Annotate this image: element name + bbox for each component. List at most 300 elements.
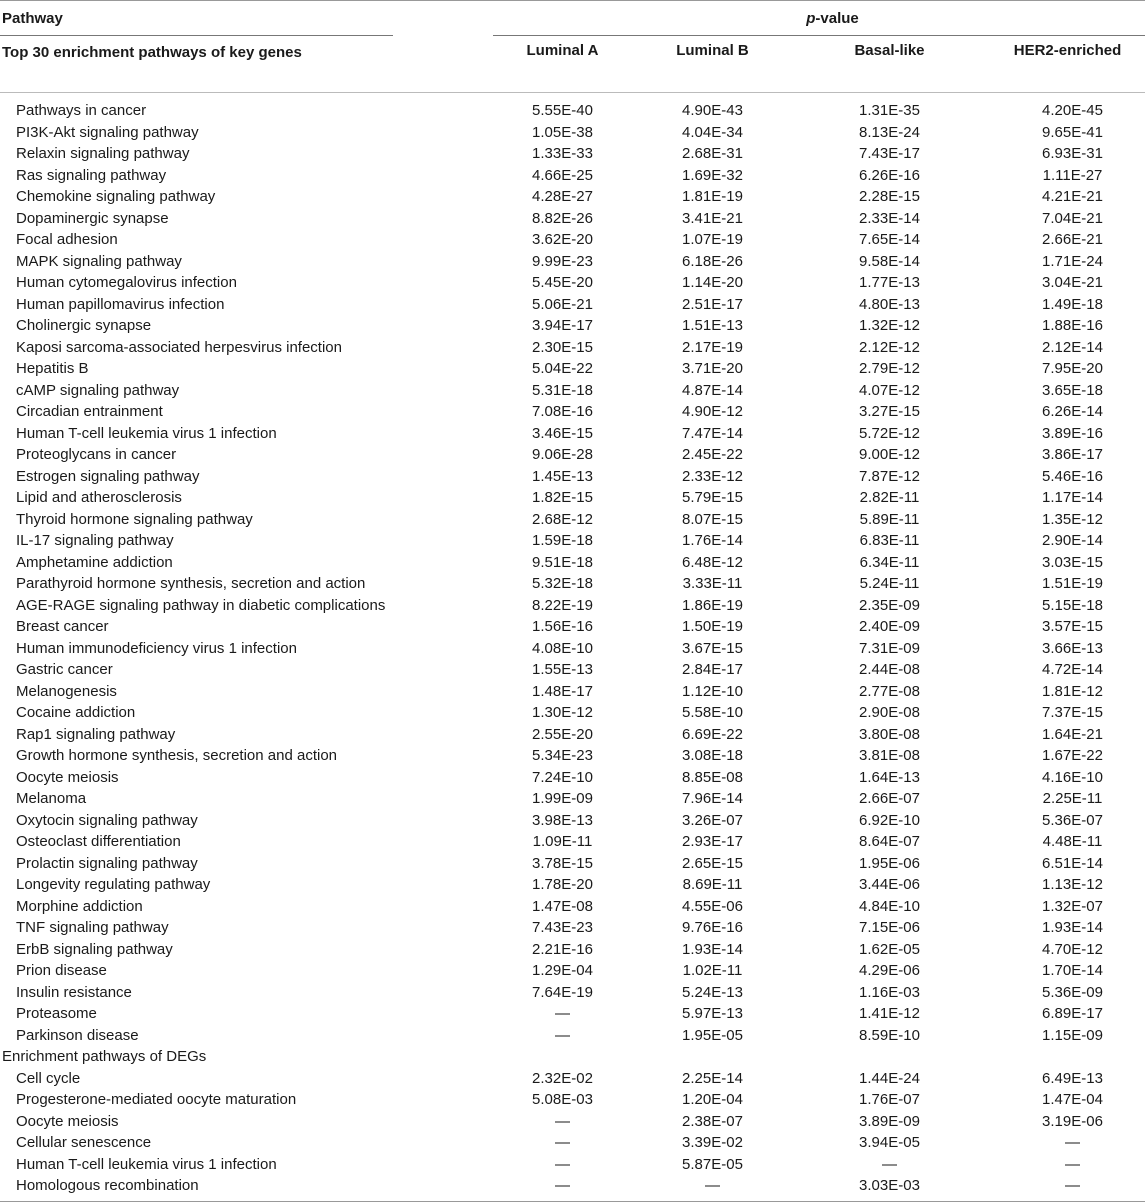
pvalue-luminal-a: 7.43E-23 [532, 919, 593, 936]
pathway-name: Amphetamine addiction [16, 553, 173, 571]
table-row [0, 100, 1145, 122]
table-row [0, 1003, 1145, 1025]
table-row [0, 1089, 1145, 1111]
pvalue-luminal-b: 2.84E-17 [682, 661, 743, 678]
pvalue-basal-like: 3.89E-09 [859, 1112, 920, 1130]
pvalue-basal-like: 2.33E-14 [859, 209, 920, 227]
pvalue-luminal-a: 3.98E-13 [532, 811, 593, 829]
pvalue-luminal-a: 9.51E-18 [532, 553, 593, 571]
pvalue-her2-enriched: 4.20E-45 [1042, 102, 1103, 119]
pvalue-basal-like: 6.26E-16 [859, 166, 920, 184]
table-row [0, 444, 1145, 466]
pvalue-luminal-a: — [555, 1155, 570, 1173]
pvalue-basal-like: 1.95E-06 [859, 854, 920, 872]
pvalue-luminal-b: 6.48E-12 [682, 553, 743, 571]
pathway-name: Oocyte meiosis [16, 768, 119, 786]
pvalue-luminal-a: 9.06E-28 [532, 446, 593, 463]
pvalue-her2-enriched: 1.81E-12 [1042, 682, 1103, 700]
table-row [0, 659, 1145, 681]
pvalue-luminal-a: 1.47E-08 [532, 897, 593, 915]
pvalue-luminal-b: 3.08E-18 [682, 747, 743, 764]
pvalue-luminal-a: 1.30E-12 [532, 704, 593, 721]
column-header-luminal-a: Luminal A [526, 42, 599, 59]
table-row [0, 831, 1145, 853]
pvalue-luminal-a: 1.78E-20 [532, 876, 593, 893]
pvalue-basal-like: 6.92E-10 [859, 811, 920, 829]
pvalue-basal-like: 1.62E-05 [859, 940, 920, 958]
pvalue-basal-like: 2.82E-11 [859, 489, 920, 506]
pvalue-basal-like: 1.16E-03 [859, 983, 920, 1001]
table-body [0, 100, 1145, 1197]
table-row [0, 143, 1145, 165]
table-row [0, 122, 1145, 144]
pvalue-luminal-b: 2.17E-19 [682, 338, 743, 356]
pathway-name: Chemokine signaling pathway [16, 188, 216, 205]
pvalue-luminal-a: 7.08E-16 [532, 403, 593, 420]
table-row [0, 272, 1145, 294]
table-row [0, 358, 1145, 380]
pvalue-luminal-b: 1.14E-20 [682, 274, 743, 291]
pvalue-luminal-b: 3.41E-21 [682, 209, 743, 227]
table-row [0, 788, 1145, 810]
pvalue-luminal-a: 4.08E-10 [532, 639, 593, 657]
pvalue-her2-enriched: 3.03E-15 [1042, 553, 1103, 571]
pvalue-her2-enriched: 1.64E-21 [1042, 725, 1103, 743]
table-row [0, 745, 1145, 767]
pathway-header: Pathway [2, 10, 63, 27]
pvalue-basal-like: 4.29E-06 [859, 962, 920, 979]
pvalue-basal-like: 5.24E-11 [859, 575, 920, 592]
pvalue-luminal-b: 4.87E-14 [682, 381, 743, 399]
header-bottom-rule [0, 92, 1145, 93]
table-row [0, 1068, 1145, 1090]
pvalue-luminal-b: 4.90E-12 [682, 403, 743, 420]
pvalue-basal-like: 4.07E-12 [859, 381, 920, 399]
pvalue-basal-like: 5.72E-12 [859, 424, 920, 442]
pvalue-her2-enriched: 5.46E-16 [1042, 467, 1103, 485]
pvalue-luminal-b: 1.51E-13 [682, 317, 743, 334]
pathway-name: Melanoma [16, 790, 87, 807]
pvalue-her2-enriched: 3.89E-16 [1042, 424, 1103, 442]
table-row [0, 530, 1145, 552]
pvalue-luminal-a: 1.09E-11 [532, 833, 593, 850]
pvalue-header [0, 10, 1145, 27]
pvalue-luminal-a: 5.34E-23 [532, 747, 593, 764]
pvalue-luminal-b: 1.20E-04 [682, 1091, 743, 1108]
pvalue-basal-like: 5.89E-11 [859, 510, 920, 528]
pvalue-basal-like: 2.66E-07 [859, 790, 920, 807]
pvalue-luminal-b: 9.76E-16 [682, 919, 743, 936]
pvalue-basal-like: 7.87E-12 [859, 467, 920, 485]
pvalue-luminal-a: — [555, 1005, 570, 1022]
pvalue-rest: -value [815, 10, 859, 27]
pvalue-her2-enriched: 4.70E-12 [1042, 940, 1103, 958]
table-row [0, 487, 1145, 509]
pvalue-her2-enriched: 3.66E-13 [1042, 639, 1103, 657]
pathway-name: Melanogenesis [16, 682, 117, 700]
pvalue-luminal-a: 1.33E-33 [532, 145, 593, 162]
pvalue-luminal-b: 3.67E-15 [682, 639, 743, 657]
table-row [0, 1175, 1145, 1197]
pathway-name: Ras signaling pathway [16, 166, 167, 184]
pvalue-luminal-b: 3.33E-11 [682, 575, 743, 592]
pvalue-luminal-a: 3.46E-15 [532, 424, 593, 442]
pathway-name: Rap1 signaling pathway [16, 725, 176, 743]
pathway-name: Dopaminergic synapse [16, 209, 169, 227]
pvalue-basal-like: 9.00E-12 [859, 446, 920, 463]
table-row [0, 573, 1145, 595]
pathway-name: Human cytomegalovirus infection [16, 274, 237, 291]
pathway-name: Relaxin signaling pathway [16, 145, 190, 162]
table-row [0, 960, 1145, 982]
pathway-name: Hepatitis B [16, 360, 89, 377]
table-row [0, 681, 1145, 703]
pvalue-luminal-a: 8.22E-19 [532, 596, 593, 614]
pvalue-basal-like: 2.12E-12 [859, 338, 920, 356]
pvalue-luminal-a: 3.94E-17 [532, 317, 593, 334]
pvalue-luminal-a: 8.82E-26 [532, 209, 593, 227]
pvalue-basal-like: 8.64E-07 [859, 833, 920, 850]
pvalue-basal-like: 2.79E-12 [859, 360, 920, 377]
pvalue-basal-like: 6.83E-11 [859, 532, 920, 549]
pvalue-her2-enriched: — [1065, 1177, 1080, 1194]
pathway-name: IL-17 signaling pathway [16, 532, 174, 549]
pvalue-luminal-b: — [705, 1177, 720, 1194]
pvalue-basal-like: 6.34E-11 [859, 553, 920, 571]
pvalue-her2-enriched: 6.49E-13 [1042, 1069, 1103, 1087]
pvalue-luminal-b: 3.71E-20 [682, 360, 743, 377]
pvalue-her2-enriched: 1.47E-04 [1042, 1091, 1103, 1108]
table-row [0, 853, 1145, 875]
pvalue-basal-like: 3.27E-15 [859, 403, 920, 420]
pvalue-basal-like: 1.76E-07 [859, 1091, 920, 1108]
pvalue-luminal-b: 2.25E-14 [682, 1069, 743, 1087]
pvalue-luminal-a: 1.05E-38 [532, 123, 593, 141]
table-row [0, 1154, 1145, 1176]
pvalue-basal-like: 8.13E-24 [859, 123, 920, 141]
pvalue-her2-enriched: 4.21E-21 [1042, 188, 1103, 205]
pathway-name: Osteoclast differentiation [16, 833, 181, 850]
pathway-name: Gastric cancer [16, 661, 113, 678]
table-row [0, 165, 1145, 187]
table-row [0, 315, 1145, 337]
pvalue-luminal-b: 5.97E-13 [682, 1005, 743, 1022]
pvalue-basal-like: 2.28E-15 [859, 188, 920, 205]
pvalue-luminal-a: 2.32E-02 [532, 1069, 593, 1087]
pvalue-her2-enriched: 5.15E-18 [1042, 596, 1103, 614]
pvalue-luminal-a: 3.62E-20 [532, 231, 593, 248]
table-row [0, 1111, 1145, 1133]
pvalue-luminal-a: 7.24E-10 [532, 768, 593, 786]
pvalue-her2-enriched: 4.72E-14 [1042, 661, 1103, 678]
pvalue-her2-enriched: 1.49E-18 [1042, 295, 1103, 313]
pathway-name: Focal adhesion [16, 231, 118, 248]
pvalue-her2-enriched: 3.65E-18 [1042, 381, 1103, 399]
pvalue-her2-enriched: 9.65E-41 [1042, 123, 1103, 141]
pvalue-her2-enriched: 7.95E-20 [1042, 360, 1103, 377]
pvalue-her2-enriched: 6.89E-17 [1042, 1005, 1103, 1022]
pvalue-her2-enriched: 1.93E-14 [1042, 919, 1103, 936]
pvalue-her2-enriched: 3.57E-15 [1042, 618, 1103, 635]
pvalue-luminal-b: 2.45E-22 [682, 446, 743, 463]
pvalue-luminal-b: 1.86E-19 [682, 596, 743, 614]
table-row [0, 874, 1145, 896]
pathway-name: Breast cancer [16, 618, 109, 635]
pathway-name: Thyroid hormone signaling pathway [16, 510, 253, 528]
section-label: Enrichment pathways of DEGs [2, 1048, 207, 1065]
pathway-name: Cocaine addiction [16, 704, 136, 721]
header-rule-right [493, 35, 1145, 36]
pvalue-her2-enriched: — [1065, 1134, 1080, 1151]
pvalue-luminal-b: 2.68E-31 [682, 145, 743, 162]
pvalue-luminal-b: 6.69E-22 [682, 725, 743, 743]
pvalue-basal-like: 1.44E-24 [859, 1069, 920, 1087]
pathway-name: Human papillomavirus infection [16, 295, 225, 313]
pvalue-luminal-b: 5.58E-10 [682, 704, 743, 721]
pathway-name: Parkinson disease [16, 1026, 139, 1044]
pvalue-her2-enriched: 1.88E-16 [1042, 317, 1103, 334]
header-rule-left [0, 35, 393, 36]
pvalue-her2-enriched: 1.67E-22 [1042, 747, 1103, 764]
pvalue-basal-like: 7.15E-06 [859, 919, 920, 936]
pvalue-basal-like: 7.65E-14 [859, 231, 920, 248]
pathway-name: Human immunodeficiency virus 1 infection [16, 639, 297, 657]
pvalue-her2-enriched: 1.13E-12 [1042, 876, 1103, 893]
pvalue-her2-enriched: 3.19E-06 [1042, 1112, 1103, 1130]
pvalue-luminal-a: 5.55E-40 [532, 102, 593, 119]
pvalue-luminal-b: 6.18E-26 [682, 252, 743, 270]
pvalue-her2-enriched: 7.04E-21 [1042, 209, 1103, 227]
pathway-name: Kaposi sarcoma-associated herpesvirus infection [16, 338, 342, 356]
pvalue-basal-like: 2.44E-08 [859, 661, 920, 678]
pvalue-her2-enriched: 7.37E-15 [1042, 704, 1103, 721]
subheader: Top 30 enrichment pathways of key genes [2, 44, 302, 61]
pathway-name: Pathways in cancer [16, 102, 147, 119]
pvalue-basal-like: 4.80E-13 [859, 295, 920, 313]
pvalue-her2-enriched: 1.35E-12 [1042, 510, 1103, 528]
pvalue-her2-enriched: 1.71E-24 [1042, 252, 1103, 270]
pvalue-luminal-a: 1.59E-18 [532, 532, 593, 549]
pathway-name: Oocyte meiosis [16, 1112, 119, 1130]
pvalue-luminal-a: 5.45E-20 [532, 274, 593, 291]
pvalue-luminal-a: 5.06E-21 [532, 295, 593, 313]
pvalue-luminal-b: 8.69E-11 [682, 876, 743, 893]
pvalue-her2-enriched: 3.04E-21 [1042, 274, 1103, 291]
pvalue-luminal-b: 3.39E-02 [682, 1134, 743, 1151]
pvalue-luminal-a: — [555, 1134, 570, 1151]
pvalue-basal-like: 4.84E-10 [859, 897, 920, 915]
pvalue-luminal-a: 7.64E-19 [532, 983, 593, 1001]
pvalue-her2-enriched: 2.66E-21 [1042, 231, 1103, 248]
table-row [0, 337, 1145, 359]
pathway-name: Human T-cell leukemia virus 1 infection [16, 1155, 277, 1173]
pvalue-luminal-a: 2.55E-20 [532, 725, 593, 743]
pvalue-luminal-b: 2.93E-17 [682, 833, 743, 850]
pvalue-her2-enriched: 6.93E-31 [1042, 145, 1103, 162]
pvalue-basal-like: 9.58E-14 [859, 252, 920, 270]
pvalue-luminal-b: 2.38E-07 [682, 1112, 743, 1130]
pvalue-luminal-b: 1.69E-32 [682, 166, 743, 184]
pvalue-luminal-b: 4.55E-06 [682, 897, 743, 915]
table-row [0, 939, 1145, 961]
pvalue-luminal-b: 2.65E-15 [682, 854, 743, 872]
pvalue-luminal-b: 4.04E-34 [682, 123, 743, 141]
pvalue-luminal-a: — [555, 1177, 570, 1194]
pvalue-her2-enriched: 2.12E-14 [1042, 338, 1103, 356]
pvalue-basal-like: 3.94E-05 [859, 1134, 920, 1151]
pvalue-basal-like: 8.59E-10 [859, 1026, 920, 1044]
section-header-row [0, 1046, 1145, 1068]
pathway-name: Progesterone-mediated oocyte maturation [16, 1091, 297, 1108]
pvalue-basal-like: 3.03E-03 [859, 1177, 920, 1194]
pvalue-luminal-a: 1.29E-04 [532, 962, 593, 979]
pvalue-her2-enriched: 5.36E-07 [1042, 811, 1103, 829]
pathway-name: PI3K-Akt signaling pathway [16, 123, 199, 141]
pvalue-luminal-a: 1.99E-09 [532, 790, 593, 807]
table-row [0, 1025, 1145, 1047]
pvalue-basal-like: 7.43E-17 [859, 145, 920, 162]
pathway-name: Proteasome [16, 1005, 97, 1022]
table-row [0, 423, 1145, 445]
table-row [0, 380, 1145, 402]
pvalue-luminal-a: 3.78E-15 [532, 854, 593, 872]
pvalue-basal-like: 1.64E-13 [859, 768, 920, 786]
pvalue-her2-enriched: 1.32E-07 [1042, 897, 1103, 915]
pathway-name: Circadian entrainment [16, 403, 163, 420]
pvalue-luminal-b: 1.02E-11 [682, 962, 743, 979]
pathway-name: Estrogen signaling pathway [16, 467, 200, 485]
column-header-basal-like: Basal-like [854, 42, 925, 59]
pathway-name: Parathyroid hormone synthesis, secretion and action [16, 575, 366, 592]
pathway-name: ErbB signaling pathway [16, 940, 173, 958]
pvalue-luminal-b: 7.47E-14 [682, 424, 743, 442]
pvalue-basal-like: 7.31E-09 [859, 639, 920, 657]
table-row [0, 896, 1145, 918]
pvalue-luminal-a: 5.04E-22 [532, 360, 593, 377]
table-row [0, 552, 1145, 574]
pvalue-luminal-b: 5.79E-15 [682, 489, 743, 506]
pathway-name: Prolactin signaling pathway [16, 854, 198, 872]
table-row [0, 638, 1145, 660]
pvalue-luminal-b: 5.87E-05 [682, 1155, 743, 1173]
pvalue-basal-like: 2.90E-08 [859, 704, 920, 721]
pvalue-her2-enriched: 5.36E-09 [1042, 983, 1103, 1001]
pvalue-luminal-a: 5.32E-18 [532, 575, 593, 592]
pathway-name: cAMP signaling pathway [16, 381, 180, 399]
pvalue-luminal-a: 1.45E-13 [532, 467, 593, 485]
pathway-name: TNF signaling pathway [16, 919, 169, 936]
pvalue-luminal-b: 8.07E-15 [682, 510, 743, 528]
pvalue-luminal-a: 9.99E-23 [532, 252, 593, 270]
column-header-her2-enriched: HER2-enriched [1013, 42, 1122, 59]
pvalue-luminal-a: 5.08E-03 [532, 1091, 593, 1108]
pathway-name: MAPK signaling pathway [16, 252, 182, 270]
pvalue-her2-enriched: 4.16E-10 [1042, 768, 1103, 786]
pathway-name: Oxytocin signaling pathway [16, 811, 198, 829]
pvalue-her2-enriched: 1.17E-14 [1042, 489, 1103, 506]
pvalue-luminal-a: 1.56E-16 [532, 618, 593, 635]
top-rule [0, 0, 1145, 1]
pathway-name: AGE-RAGE signaling pathway in diabetic complications [16, 596, 386, 614]
pvalue-luminal-b: 1.50E-19 [682, 618, 743, 635]
pvalue-p: p [806, 10, 816, 27]
pvalue-basal-like: 1.32E-12 [859, 317, 920, 334]
pvalue-basal-like: 3.81E-08 [859, 747, 920, 764]
table-row [0, 251, 1145, 273]
pathway-name: Prion disease [16, 962, 107, 979]
pvalue-her2-enriched: 2.90E-14 [1042, 532, 1103, 549]
table-row [0, 1132, 1145, 1154]
pvalue-basal-like: 2.40E-09 [859, 618, 920, 635]
table-row [0, 186, 1145, 208]
pvalue-luminal-a: — [555, 1026, 570, 1044]
pathway-name: Cholinergic synapse [16, 317, 152, 334]
pvalue-her2-enriched: 1.70E-14 [1042, 962, 1103, 979]
pvalue-luminal-a: 2.30E-15 [532, 338, 593, 356]
pvalue-luminal-a: 1.82E-15 [532, 489, 593, 506]
table-row [0, 767, 1145, 789]
pvalue-luminal-b: 1.07E-19 [682, 231, 743, 248]
table-row [0, 401, 1145, 423]
pvalue-her2-enriched: 3.86E-17 [1042, 446, 1103, 463]
pathway-name: Human T-cell leukemia virus 1 infection [16, 424, 277, 442]
pathway-name: Cell cycle [16, 1069, 81, 1087]
pvalue-her2-enriched: 1.51E-19 [1042, 575, 1103, 592]
pvalue-basal-like: 1.41E-12 [859, 1005, 920, 1022]
pvalue-luminal-a: 1.55E-13 [532, 661, 593, 678]
table-row [0, 982, 1145, 1004]
pvalue-luminal-b: 5.24E-13 [682, 983, 743, 1001]
pvalue-luminal-b: 1.93E-14 [682, 940, 743, 958]
pvalue-basal-like: 2.77E-08 [859, 682, 920, 700]
pvalue-her2-enriched: 1.15E-09 [1042, 1026, 1103, 1044]
table-row [0, 702, 1145, 724]
column-header-luminal-b: Luminal B [676, 42, 749, 59]
pathway-name: Cellular senescence [16, 1134, 152, 1151]
pvalue-basal-like: 3.80E-08 [859, 725, 920, 743]
pvalue-luminal-b: 1.95E-05 [682, 1026, 743, 1044]
pvalue-her2-enriched: 4.48E-11 [1042, 833, 1103, 850]
pvalue-luminal-b: 1.12E-10 [682, 682, 743, 700]
pvalue-basal-like: 1.31E-35 [859, 102, 920, 119]
table-row [0, 917, 1145, 939]
table-row [0, 724, 1145, 746]
pvalue-basal-like: 1.77E-13 [859, 274, 920, 291]
pathway-name: Growth hormone synthesis, secretion and action [16, 747, 337, 764]
pathway-name: Homologous recombination [16, 1177, 199, 1194]
pvalue-luminal-a: 2.68E-12 [532, 510, 593, 528]
pvalue-her2-enriched: 2.25E-11 [1042, 790, 1103, 807]
pvalue-basal-like: — [882, 1155, 897, 1173]
pvalue-luminal-b: 4.90E-43 [682, 102, 743, 119]
pvalue-luminal-a: 4.28E-27 [532, 188, 593, 205]
pvalue-her2-enriched: — [1065, 1155, 1080, 1173]
pathway-name: Insulin resistance [16, 983, 132, 1001]
table-row [0, 466, 1145, 488]
pvalue-her2-enriched: 6.26E-14 [1042, 403, 1103, 420]
pvalue-luminal-b: 1.81E-19 [682, 188, 743, 205]
pvalue-her2-enriched: 1.11E-27 [1042, 166, 1103, 184]
table-row [0, 616, 1145, 638]
bottom-rule [0, 1201, 1145, 1202]
pvalue-luminal-b: 8.85E-08 [682, 768, 743, 786]
pvalue-luminal-a: 2.21E-16 [532, 940, 593, 958]
table-row [0, 595, 1145, 617]
table-row [0, 294, 1145, 316]
pvalue-luminal-b: 3.26E-07 [682, 811, 743, 829]
table-row [0, 229, 1145, 251]
pvalue-basal-like: 2.35E-09 [859, 596, 920, 614]
